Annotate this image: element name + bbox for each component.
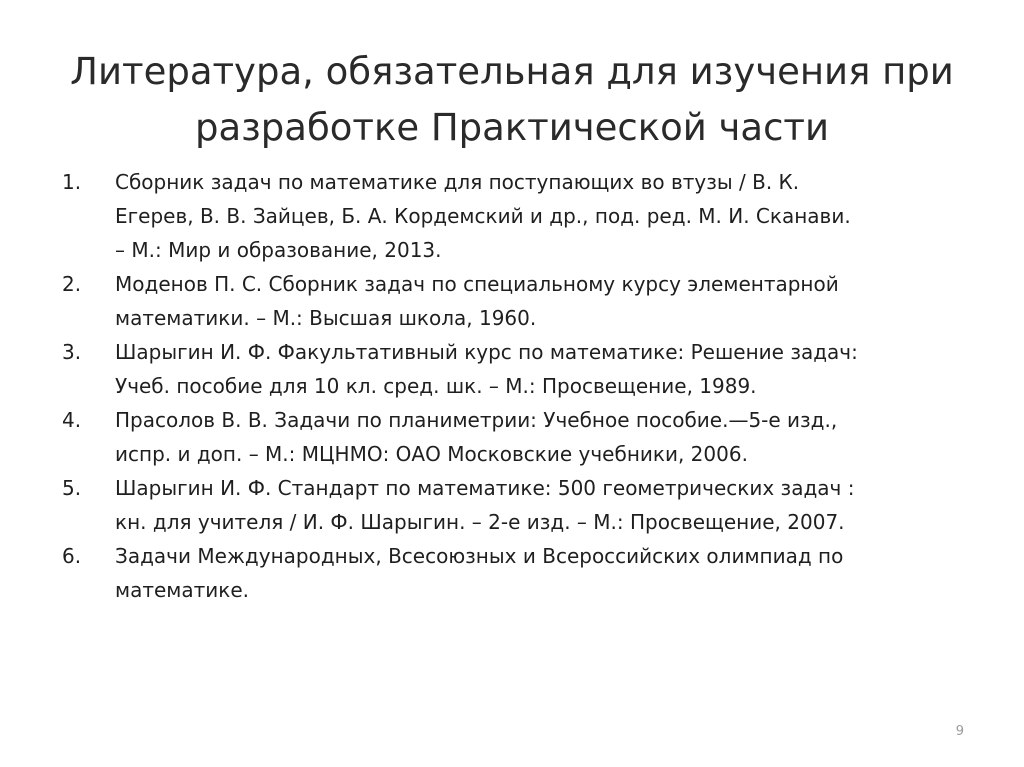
slide-title bbox=[60, 44, 964, 156]
reference-text-line: Прасолов В. В. Задачи по планиметрии: Учебное пособие.—5-е изд., bbox=[115, 408, 838, 432]
reference-text-line: – М.: Мир и образование, 2013. bbox=[115, 238, 442, 262]
slide-title-line: Литература, обязательная для изучения при bbox=[70, 50, 954, 93]
reference-number: 4. bbox=[62, 408, 82, 432]
slide-title-line: разработке Практической части bbox=[194, 106, 830, 149]
reference-text-line: Егерев, В. В. Зайцев, Б. А. Кордемский и др., под. ред. М. И. Сканави. bbox=[115, 204, 851, 228]
reference-text-line: Шарыгин И. Ф. Стандарт по математике: 500 геометрических задач : bbox=[115, 476, 855, 500]
reference-text-line: испр. и доп. – М.: МЦНМО: ОАО Московские учебники, 2006. bbox=[115, 442, 748, 466]
reference-text-line: математике. bbox=[115, 578, 250, 602]
reference-item-2 bbox=[62, 267, 972, 335]
page-number: 9 bbox=[955, 724, 964, 739]
reference-number: 5. bbox=[62, 476, 82, 500]
reference-item-4 bbox=[62, 403, 972, 471]
reference-text-line: кн. для учителя / И. Ф. Шарыгин. – 2-е изд. – М.: Просвещение, 2007. bbox=[115, 510, 845, 534]
reference-number: 2. bbox=[62, 272, 82, 296]
reference-text-line: математики. – М.: Высшая школа, 1960. bbox=[115, 306, 537, 330]
reference-item-1 bbox=[62, 165, 972, 267]
reference-number: 1. bbox=[62, 170, 82, 194]
reference-number: 6. bbox=[62, 544, 82, 568]
reference-item-5 bbox=[62, 471, 972, 539]
reference-number: 3. bbox=[62, 340, 82, 364]
reference-item-6 bbox=[62, 539, 972, 607]
reference-text-line: Шарыгин И. Ф. Факультативный курс по математике: Решение задач: bbox=[115, 340, 858, 364]
reference-item-3 bbox=[62, 335, 972, 403]
reference-text-line: Задачи Международных, Всесоюзных и Всероссийских олимпиад по bbox=[115, 544, 844, 568]
reference-list bbox=[62, 165, 972, 607]
reference-text-line: Сборник задач по математике для поступающих во втузы / В. К. bbox=[115, 170, 800, 194]
reference-text-line: Учеб. пособие для 10 кл. сред. шк. – М.: Просвещение, 1989. bbox=[115, 374, 757, 398]
reference-text-line: Моденов П. С. Сборник задач по специальному курсу элементарной bbox=[115, 272, 839, 296]
